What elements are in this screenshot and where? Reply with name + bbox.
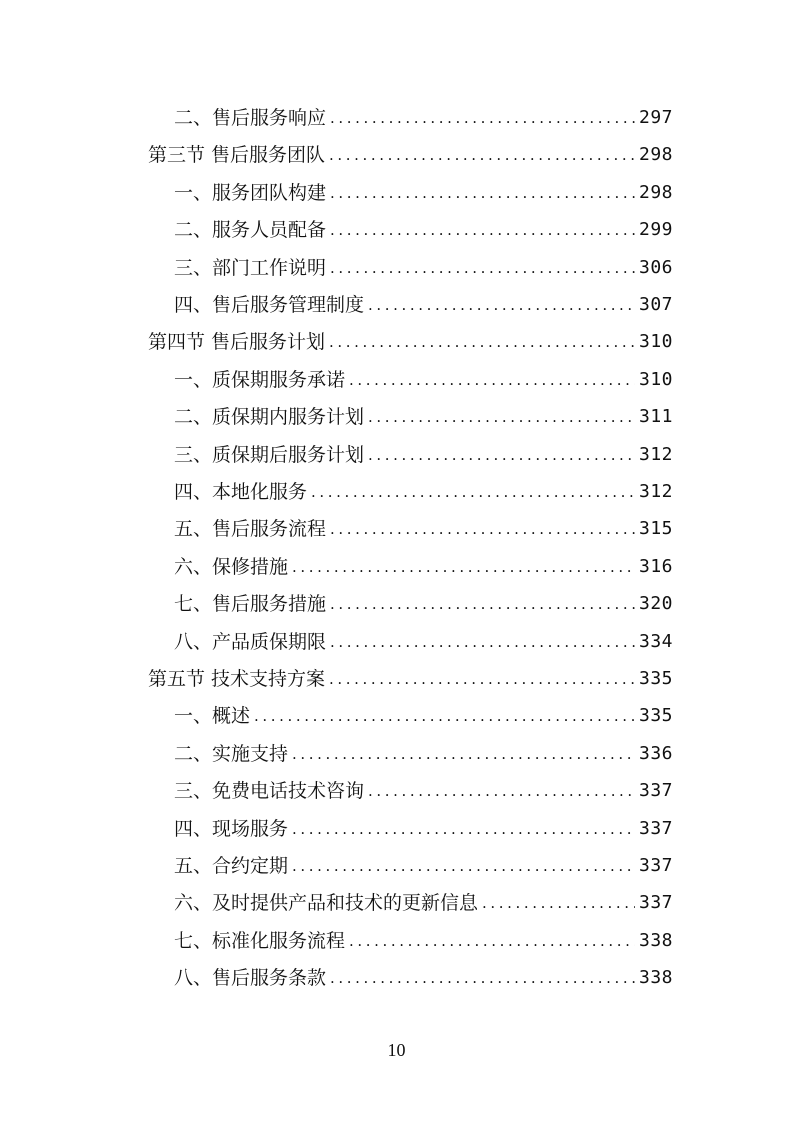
toc-entry-page-number: 310 [638,368,673,390]
toc-subsection-entry[interactable] [174,590,673,618]
toc-entry-page-number: 312 [638,481,673,502]
toc-entry-page-number: 334 [638,630,673,652]
toc-subsection-entry[interactable] [174,852,673,880]
toc-subsection-entry[interactable] [174,553,673,581]
toc-subsection-entry[interactable] [174,104,673,132]
toc-dot-leader [330,216,635,244]
toc-entry-page-number: 310 [638,331,673,353]
toc-subsection-entry[interactable] [174,964,673,992]
toc-entry-page-number: 312 [638,443,673,465]
toc-entry-title: 八、产品质保期限 [174,630,327,653]
toc-entry-page-number: 337 [638,892,673,914]
toc-section-entry[interactable] [148,328,673,356]
toc-dot-leader [330,515,635,543]
toc-subsection-entry[interactable] [174,254,673,282]
toc-entry-page-number: 335 [638,705,673,727]
toc-entry-page-number: 315 [638,518,673,540]
toc-entry-page-number: 336 [638,742,673,764]
toc-entry-page-number: 299 [638,219,673,241]
toc-subsection-entry[interactable] [174,216,673,244]
toc-dot-leader [349,927,635,955]
toc-entry-title: 六、保修措施 [174,555,289,578]
toc-entry-title: 三、质保期后服务计划 [174,443,365,466]
toc-entry-title: 二、质保期内服务计划 [174,406,365,429]
toc-subsection-entry[interactable] [174,515,673,543]
toc-entry-title: 第五节 技术支持方案 [148,668,326,690]
toc-dot-leader [368,403,635,431]
toc-entry-title: 四、本地化服务 [174,481,308,503]
toc-entry-page-number: 297 [638,107,673,128]
toc-subsection-entry[interactable] [174,478,673,506]
toc-entry-page-number: 311 [638,406,673,428]
toc-entry-title: 一、概述 [174,705,251,728]
toc-subsection-entry[interactable] [174,889,673,917]
toc-subsection-entry[interactable] [174,366,673,394]
toc-dot-leader [329,665,635,693]
toc-entry-title: 三、免费电话技术咨询 [174,780,365,803]
toc-section-entry[interactable] [148,665,673,693]
toc-dot-leader [311,478,635,506]
toc-entry-title: 五、售后服务流程 [174,518,327,541]
toc-entry-page-number: 306 [638,256,673,278]
toc-subsection-entry[interactable] [174,628,673,656]
toc-entry-title: 四、现场服务 [174,817,289,840]
toc-dot-leader [330,964,635,992]
toc-subsection-entry[interactable] [174,815,673,843]
toc-entry-page-number: 337 [638,817,673,839]
toc-subsection-entry[interactable] [174,777,673,805]
toc-dot-leader [368,777,635,805]
toc-entry-title: 第三节 售后服务团队 [148,144,326,167]
toc-subsection-entry[interactable] [174,927,673,955]
toc-entry-page-number: 337 [638,780,673,802]
toc-entry-page-number: 307 [638,294,673,315]
toc-entry-title: 一、服务团队构建 [174,181,327,204]
toc-entry-page-number: 316 [638,555,673,577]
toc-section-entry[interactable] [148,141,673,169]
toc-subsection-entry[interactable] [174,403,673,431]
toc-entry-title: 七、售后服务措施 [174,593,327,616]
toc-entry-page-number: 335 [638,668,673,689]
toc-entry-title: 第四节 售后服务计划 [148,331,326,354]
toc-dot-leader [330,254,635,282]
toc-entry-page-number: 320 [638,593,673,615]
toc-entry-page-number: 337 [638,855,673,876]
toc-subsection-entry[interactable] [174,441,673,469]
page-number: 10 [387,1040,406,1060]
toc-dot-leader [482,889,635,917]
toc-entry-title: 二、售后服务响应 [174,107,327,129]
toc-dot-leader [330,628,635,656]
toc-dot-leader [329,328,635,356]
toc-entry-title: 四、售后服务管理制度 [174,294,365,316]
toc-entry-page-number: 298 [638,144,673,166]
toc-entry-title: 五、合约定期 [174,855,289,877]
toc-entry-title: 三、部门工作说明 [174,256,327,279]
toc-dot-leader [330,179,635,207]
toc-dot-leader [292,553,635,581]
toc-entry-title: 一、质保期服务承诺 [174,368,346,391]
toc-entry-title: 七、标准化服务流程 [174,929,346,952]
toc-entry-page-number: 298 [638,181,673,203]
toc-dot-leader [349,366,635,394]
toc-subsection-entry[interactable] [174,702,673,730]
toc-entry-title: 二、服务人员配备 [174,219,327,242]
toc-dot-leader [330,590,635,618]
toc-entry-page-number: 338 [638,967,673,989]
toc-subsection-entry[interactable] [174,740,673,768]
toc-dot-leader [292,852,635,880]
toc-dot-leader [254,702,635,730]
toc-dot-leader [368,441,635,469]
toc-dot-leader [368,291,635,319]
toc-entry-page-number: 338 [638,929,673,951]
toc-entry-title: 八、售后服务条款 [174,967,327,990]
toc-entry-title: 六、及时提供产品和技术的更新信息 [174,892,479,915]
toc-subsection-entry[interactable] [174,291,673,319]
toc-subsection-entry[interactable] [174,179,673,207]
toc-dot-leader [329,141,635,169]
toc-entry-title: 二、实施支持 [174,742,289,765]
toc-dot-leader [292,740,635,768]
toc-dot-leader [330,104,635,132]
toc-dot-leader [292,815,635,843]
